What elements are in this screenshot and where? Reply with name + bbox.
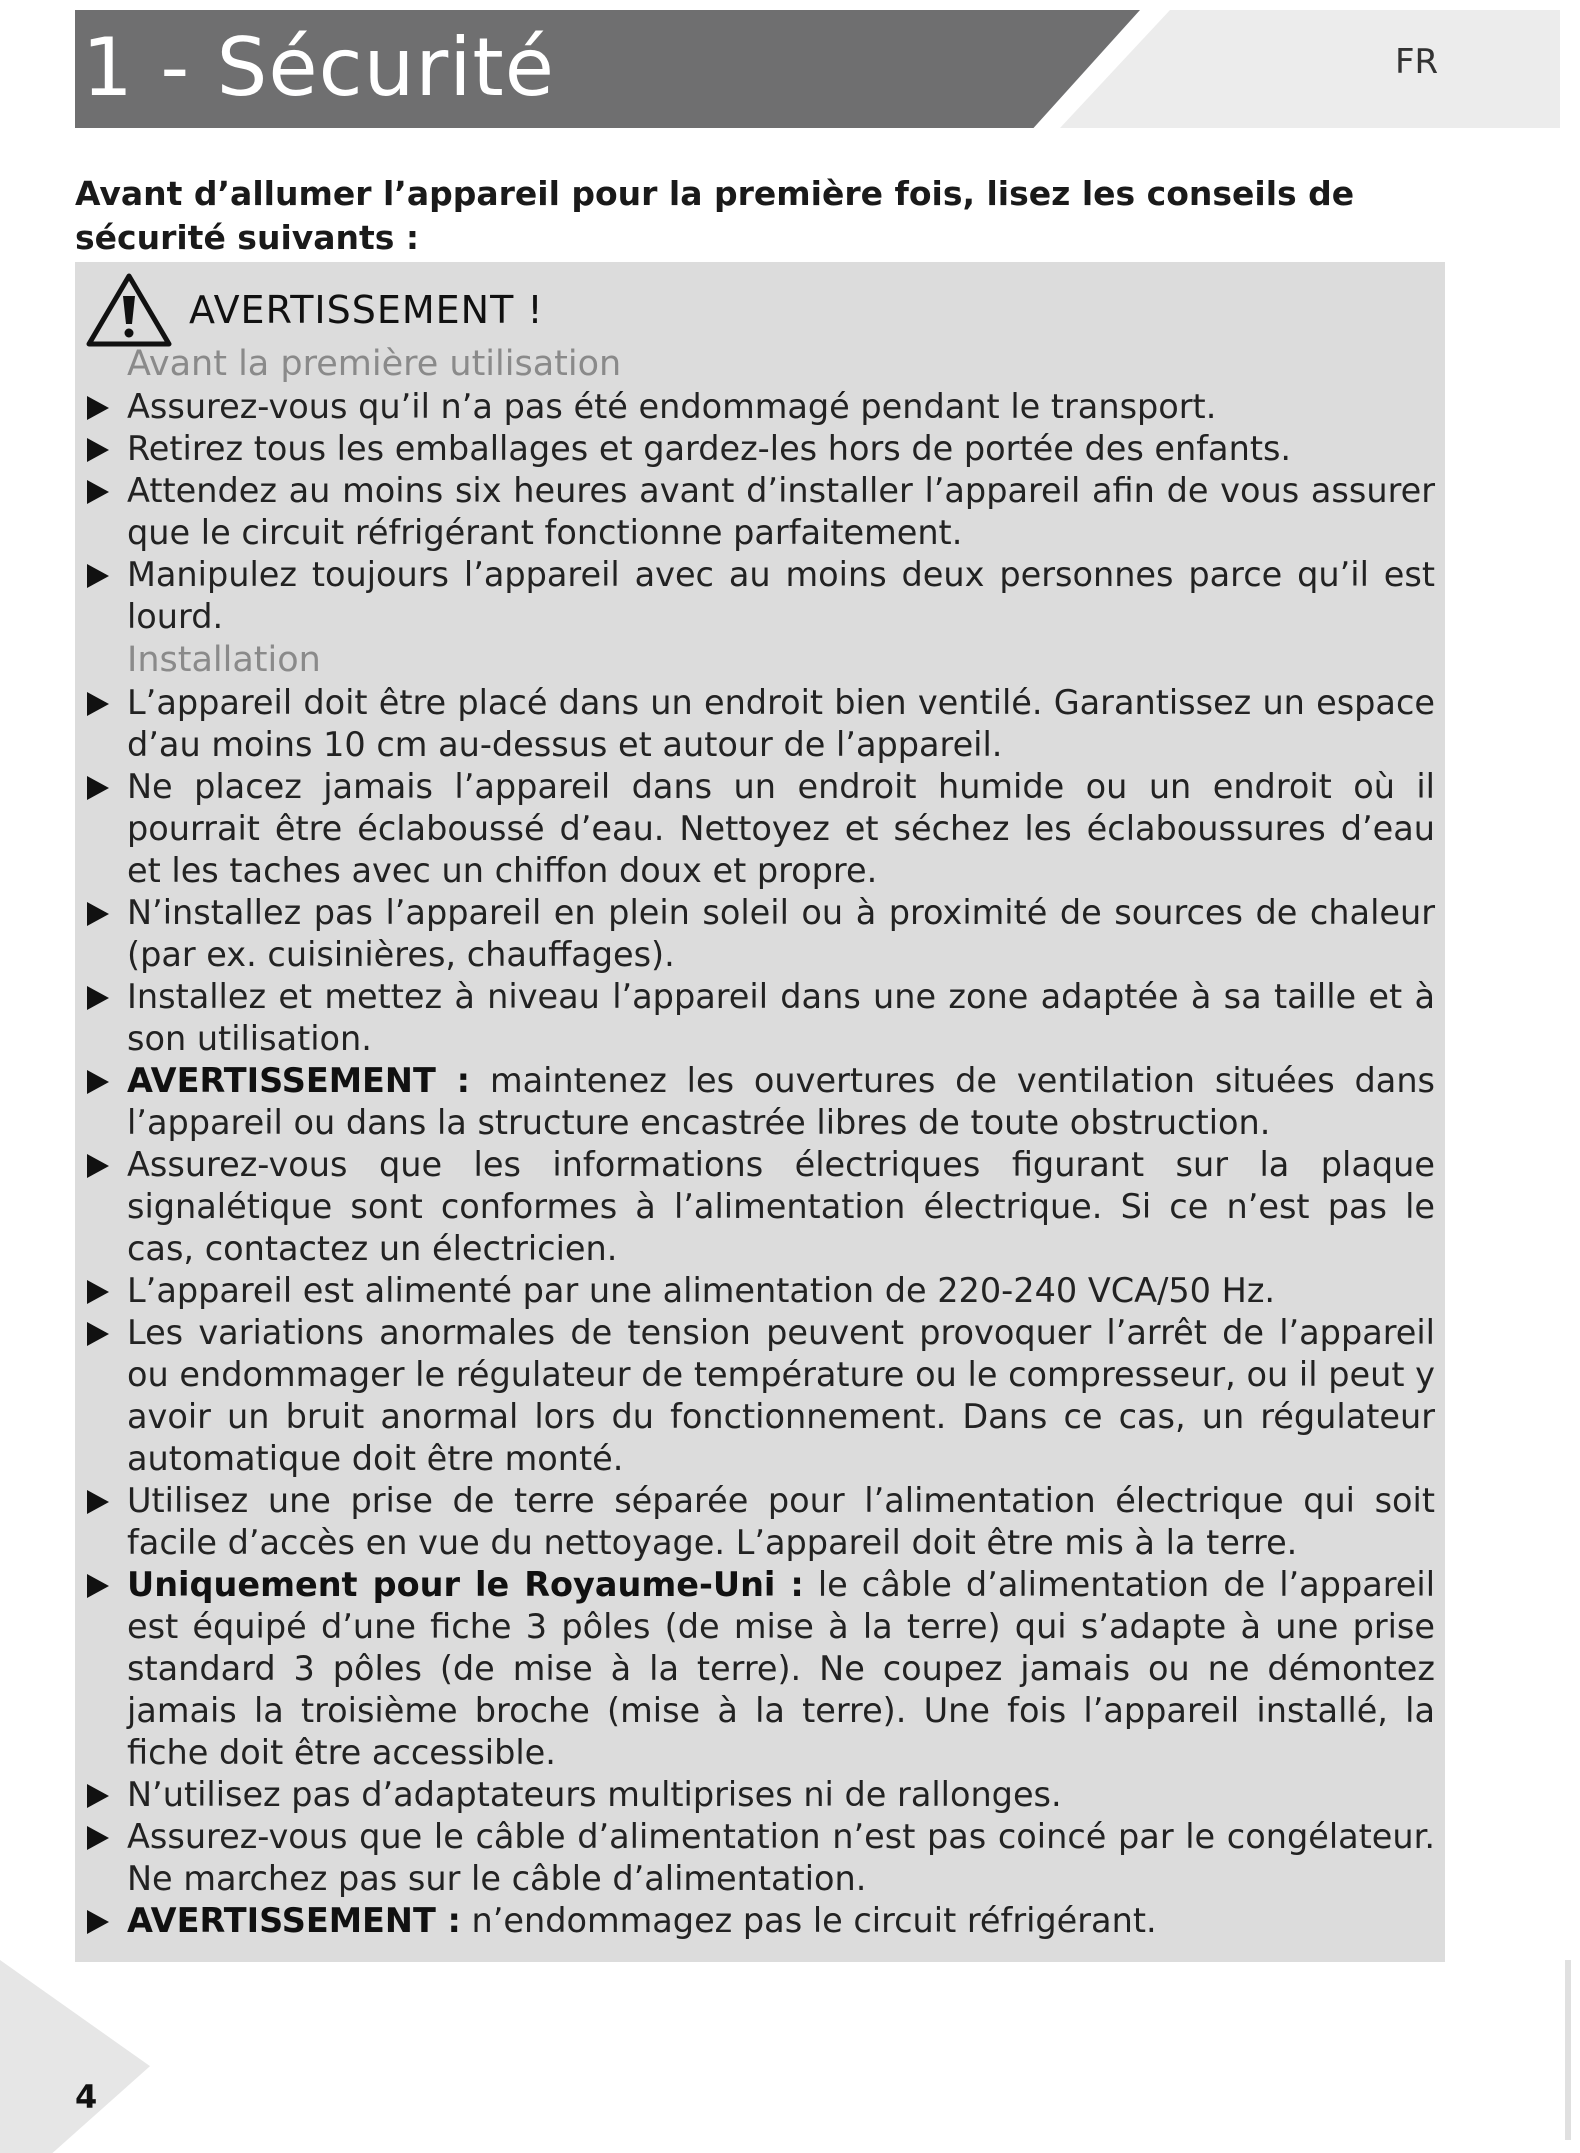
warning-content	[85, 342, 1435, 1942]
strong-label: Uniquement pour le Royaume-Uni :	[127, 1565, 804, 1604]
strong-label: AVERTISSEMENT :	[127, 1061, 471, 1100]
warning-heading-label: AVERTISSEMENT !	[189, 288, 544, 332]
list-item: Retirez tous les emballages et gardez-les hors de portée des enfants.	[85, 428, 1435, 470]
list-item: Ne placez jamais l’appareil dans un endroit humide ou un endroit où il pourrait être éclaboussé d’eau. Nettoyez et séchez les éclaboussures d’eau et les taches avec un chiffon doux et propre.	[85, 766, 1435, 892]
section-title: Installation	[127, 640, 321, 680]
list-item: Manipulez toujours l’appareil avec au moins deux personnes parce qu’il est lourd.	[85, 554, 1435, 638]
list-item: N’utilisez pas d’adaptateurs multiprises ni de rallonges.	[85, 1774, 1435, 1816]
list-item: L’appareil est alimenté par une alimentation de 220-240 VCA/50 Hz.	[85, 1270, 1435, 1312]
page-title: 1 - Sécurité	[82, 21, 556, 114]
page-number: 4	[75, 2078, 98, 2116]
warning-box	[75, 262, 1445, 1962]
warning-heading	[85, 270, 544, 350]
section-title: Avant la première utilisation	[127, 344, 622, 384]
right-edge-rule	[1565, 1960, 1571, 2140]
language-label: FR	[1395, 42, 1439, 82]
header-tab	[1060, 10, 1560, 128]
list-item: Installez et mettez à niveau l’appareil dans une zone adaptée à sa taille et à son utilisation.	[85, 976, 1435, 1060]
page-corner-decoration	[0, 1960, 150, 2153]
list-item: AVERTISSEMENT : maintenez les ouvertures de ventilation situées dans l’appareil ou dans la structure encastrée libres de toute obstruction.	[85, 1060, 1435, 1144]
list-item: Les variations anormales de tension peuvent provoquer l’arrêt de l’appareil ou endommager le régulateur de température ou le compresseur, ou il peut y avoir un bruit anormal lors du fonctionnement. Dans ce cas, un régulateur automatique doit être monté.	[85, 1312, 1435, 1480]
list-item: Utilisez une prise de terre séparée pour l’alimentation électrique qui soit facile d’accès en vue du nettoyage. L’appareil doit être mis à la terre.	[85, 1480, 1435, 1564]
list-item: AVERTISSEMENT : n’endommagez pas le circuit réfrigérant.	[85, 1900, 1435, 1942]
list-item: Assurez-vous que le câble d’alimentation n’est pas coincé par le congélateur. Ne marchez pas sur le câble d’alimentation.	[85, 1816, 1435, 1900]
warning-triangle-icon	[85, 272, 173, 348]
list-item: Uniquement pour le Royaume-Uni : le câble d’alimentation de l’appareil est équipé d’une fiche 3 pôles (de mise à la terre) qui s’adapte à une prise standard 3 pôles (de mise à la terre). Ne coupez jamais ou ne démontez jamais la troisième broche (mise à la terre). Une fois l’appareil installé, la fiche doit être accessible.	[85, 1564, 1435, 1774]
strong-label: AVERTISSEMENT :	[127, 1901, 461, 1940]
list-item: Attendez au moins six heures avant d’installer l’appareil afin de vous assurer que le circuit réfrigérant fonctionne parfaitement.	[85, 470, 1435, 554]
list-item: Assurez-vous qu’il n’a pas été endommagé pendant le transport.	[85, 386, 1435, 428]
list-item: Assurez-vous que les informations électriques figurant sur la plaque signalétique sont conformes à l’alimentation électrique. Si ce n’est pas le cas, contactez un électricien.	[85, 1144, 1435, 1270]
list-item: L’appareil doit être placé dans un endroit bien ventilé. Garantissez un espace d’au moins 10 cm au-dessus et autour de l’appareil.	[85, 682, 1435, 766]
intro-text: Avant d’allumer l’appareil pour la première fois, lisez les conseils de sécurité suivants :	[75, 174, 1355, 257]
list-item: N’installez pas l’appareil en plein soleil ou à proximité de sources de chaleur (par ex. cuisinières, chauffages).	[85, 892, 1435, 976]
